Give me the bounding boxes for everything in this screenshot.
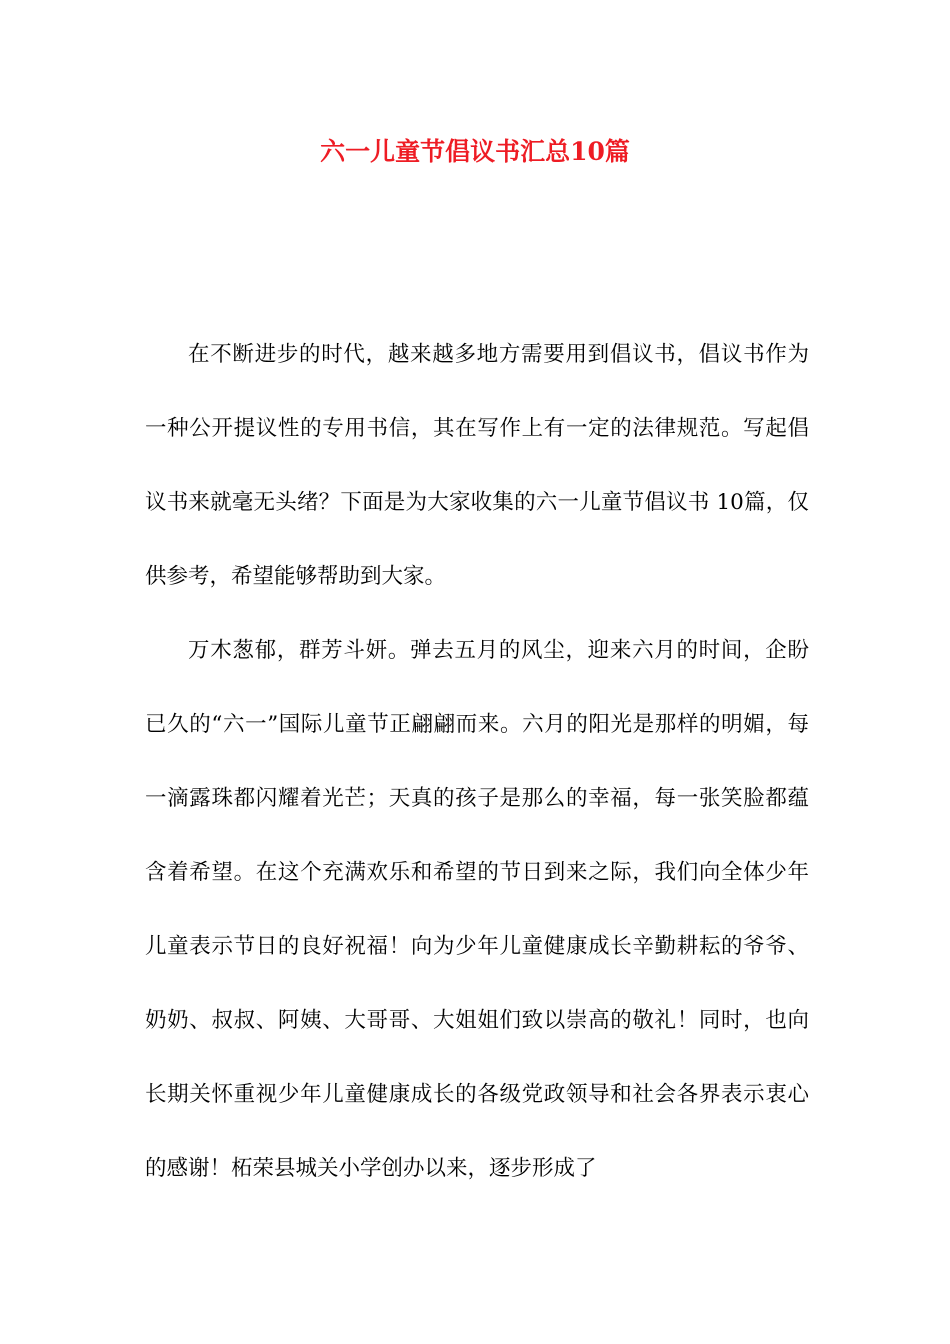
document-body [145, 318, 809, 1206]
document-title: 六一儿童节倡议书汇总10篇 [320, 137, 630, 166]
paragraph-main: 万木葱郁，群芳斗妍。弹去五月的风尘，迎来六月的时间，企盼已久的“六一”国际儿童节正翩翩而来。六月的阳光是那样的明媚，每一滴露珠都闪耀着光芒；天真的孩子是那么的幸福，每一张笑脸都蕴含着希望。在这个充满欢乐和希望的节日到来之际，我们向全体少年儿童表示节日的良好祝福！向为少年儿童健康成长辛勤耕耘的爷爷、奶奶、叔叔、阿姨、大哥哥、大姐姐们致以崇高的敬礼！同时，也向长期关怀重视少年儿童健康成长的各级党政领导和社会各界表示衷心的感谢！柘荣县城关小学创办以来，逐步形成了 [145, 638, 809, 1181]
paragraph-intro: 在不断进步的时代，越来越多地方需要用到倡议书，倡议书作为一种公开提议性的专用书信，其在写作上有一定的法律规范。写起倡议书来就毫无头绪？下面是为大家收集的六一儿童节倡议书 10篇，仅供参考，希望能够帮助到大家。 [145, 342, 809, 589]
